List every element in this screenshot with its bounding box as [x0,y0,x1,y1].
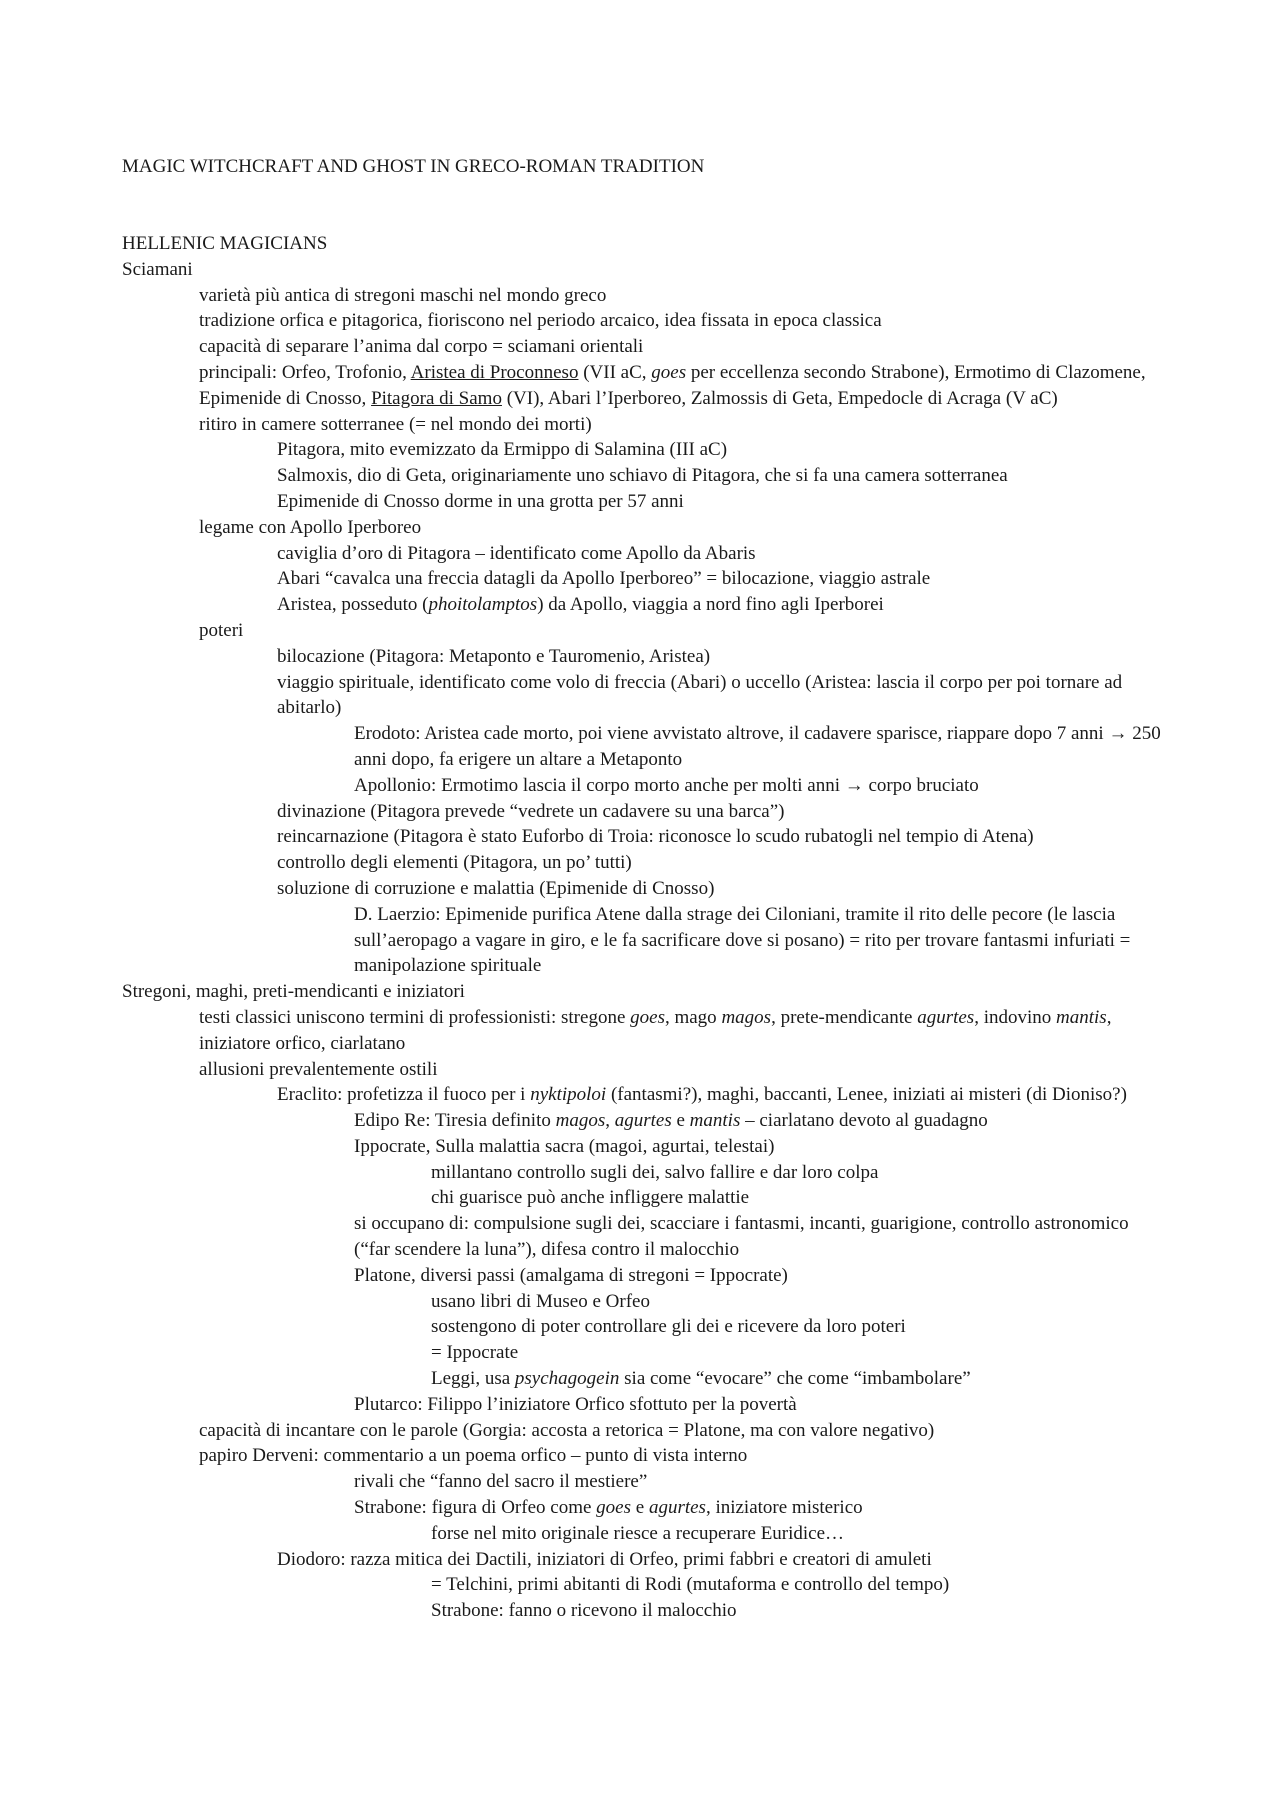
outline-item: caviglia d’oro di Pitagora – identificato come Apollo da Abaris [277,542,756,564]
outline-item: controllo degli elementi (Pitagora, un po’ tutti) [277,852,632,874]
outline-item: capacità di separare l’anima dal corpo = sciamani orientali [199,336,644,358]
outline-item: Pitagora, mito evemizzato da Ermippo di Salamina (III aC) [277,439,728,461]
outline-item: Apollonio: Ermotimo lascia il corpo morto anche per molti anni → corpo bruciato [354,774,979,796]
outline-item: forse nel mito originale riesce a recuperare Euridice… [431,1522,845,1544]
outline-item: = Telchini, primi abitanti di Rodi (mutaforma e controllo del tempo) [431,1574,950,1596]
outline-item: si occupano di: compulsione sugli dei, scacciare i fantasmi, incanti, guarigione, controllo astronomico (“far scendere la luna”), difesa contro il malocchio [354,1213,1129,1261]
outline-item: Leggi, usa psychagogein sia come “evocare” che come “imbambolare” [431,1368,971,1390]
outline-item: Ippocrate, Sulla malattia sacra (magoi, agurtai, telestai) [354,1135,775,1157]
outline-item: Eraclito: profetizza il fuoco per i nyktipoloi (fantasmi?), maghi, baccanti, Lenee, iniziati ai misteri (di Dioniso?) [277,1084,1127,1106]
outline-item: millantano controllo sugli dei, salvo fallire e dar loro colpa [431,1161,879,1183]
outline-item: Platone, diversi passi (amalgama di stregoni = Ippocrate) [354,1264,788,1286]
outline-item: viaggio spirituale, identificato come volo di freccia (Abari) o uccello (Aristea: lascia il corpo per poi tornare ad abitarlo) [277,671,1123,719]
outline-item: papiro Derveni: commentario a un poema orfico – punto di vista interno [199,1445,748,1467]
outline-item: Diodoro: razza mitica dei Dactili, iniziatori di Orfeo, primi fabbri e creatori di amuleti [277,1548,932,1570]
outline-item: tradizione orfica e pitagorica, fioriscono nel periodo arcaico, idea fissata in epoca classica [199,310,882,332]
outline-item: Abari “cavalca una freccia datagli da Apollo Iperboreo” = bilocazione, viaggio astrale [277,568,931,590]
outline-item: usano libri di Museo e Orfeo [431,1290,650,1312]
outline-item: sostengono di poter controllare gli dei e ricevere da loro poteri [431,1316,906,1338]
outline-item: Strabone: fanno o ricevono il malocchio [431,1600,737,1622]
outline-item: divinazione (Pitagora prevede “vedrete un cadavere su una barca”) [277,800,785,822]
outline-item: allusioni prevalentemente ostili [199,1058,438,1080]
outline-item: varietà più antica di stregoni maschi nel mondo greco [199,284,607,306]
outline-item: reincarnazione (Pitagora è stato Euforbo di Troia: riconosce lo scudo rubatogli nel tempio di Atena) [277,826,1034,848]
outline-item: Epimenide di Cnosso dorme in una grotta per 57 anni [277,490,684,512]
outline-item: legame con Apollo Iperboreo [199,516,422,538]
outline-item: capacità di incantare con le parole (Gorgia: accosta a retorica = Platone, ma con valore negativo) [199,1419,935,1441]
outline-item: Erodoto: Aristea cade morto, poi viene avvistato altrove, il cadavere sparisce, riappare dopo 7 anni → 250 anni dopo, fa erigere un altare a Metaponto [354,723,1161,770]
outline-item: rivali che “fanno del sacro il mestiere” [354,1471,648,1493]
outline-item: chi guarisce può anche infliggere malattie [431,1187,750,1209]
outline-item: Salmoxis, dio di Geta, originariamente uno schiavo di Pitagora, che si fa una camera sotterranea [277,465,1008,487]
outline-item: poteri [199,619,244,641]
document-title: MAGIC WITCHCRAFT AND GHOST IN GRECO-ROMAN TRADITION [122,156,705,177]
outline-item: D. Laerzio: Epimenide purifica Atene dalla strage dei Ciloniani, tramite il rito delle pecore (le lascia sull’aeropago a vagare in giro, e le fa sacrificare dove si posano) = rito per trovare fantasmi infuriati = manipolazione spirituale [354,903,1131,977]
outline-item: testi classici uniscono termini di professionisti: stregone goes, mago magos, prete-mendicante agurtes, indovino mantis, iniziatore orfico, ciarlatano [199,1006,1112,1054]
section-heading: HELLENIC MAGICIANS [122,233,328,254]
section-heading: Stregoni, maghi, preti-mendicanti e iniziatori [122,981,465,1003]
outline-item: soluzione di corruzione e malattia (Epimenide di Cnosso) [277,877,715,899]
outline-item: Strabone: figura di Orfeo come goes e agurtes, iniziatore misterico [354,1497,863,1519]
outline-item: principali: Orfeo, Trofonio, Aristea di Proconneso (VII aC, goes per eccellenza secondo Strabone), Ermotimo di Clazomene, Epimenide di Cnosso, Pitagora di Samo (VI), Abari l’Iperboreo, Zalmossis di Geta, Empedocle di Acraga (V aC) [199,361,1146,409]
outline-item: Edipo Re: Tiresia definito magos, agurtes e mantis – ciarlatano devoto al guadagno [354,1110,988,1132]
outline-item: = Ippocrate [431,1342,519,1364]
outline-item: Aristea, posseduto (phoitolamptos) da Apollo, viaggia a nord fino agli Iperborei [277,594,884,616]
outline-item: ritiro in camere sotterranee (= nel mondo dei morti) [199,413,592,435]
outline-item: Plutarco: Filippo l’iniziatore Orfico sfottuto per la povertà [354,1393,797,1415]
document-body [122,231,1162,1624]
outline-item: bilocazione (Pitagora: Metaponto e Tauromenio, Aristea) [277,645,711,667]
section-heading: Sciamani [122,258,193,280]
